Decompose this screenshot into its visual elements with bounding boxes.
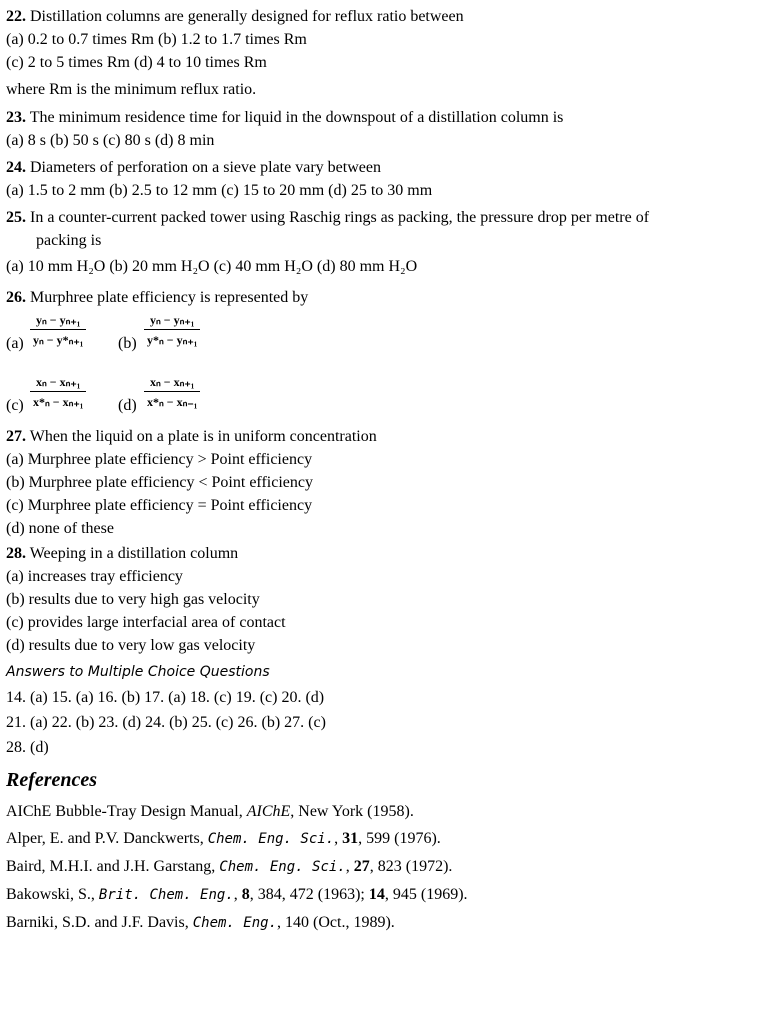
reference-volume: 27: [353, 858, 370, 875]
question-text: In a counter-current packed tower using Raschig rings as packing, the pressure drop per metre of: [26, 209, 650, 226]
q28-option-d: (d) results due to very low gas velocity: [6, 637, 256, 654]
question-text: Diameters of perforation on a sieve plate vary between: [26, 159, 381, 176]
reference-details: , New York (1958).: [290, 803, 414, 820]
q28-option-b: (b) results due to very high gas velocity: [6, 591, 260, 608]
reference-volume: 31: [342, 830, 359, 847]
option-a-fraction: [30, 313, 86, 347]
question-28: [6, 542, 764, 565]
q26-options-cd: [6, 373, 764, 421]
q26-options-ab: [6, 311, 764, 359]
reference-authors: Barniki, S.D. and J.F. Davis,: [6, 914, 193, 931]
fraction-numerator: yₙ − yₙ₊₁: [30, 313, 86, 330]
option-c-fraction: [30, 375, 86, 409]
question-text: The minimum residence time for liquid in the downspout of a distillation column is: [26, 109, 564, 126]
reference-separator: ,: [334, 830, 343, 847]
question-number: 22.: [6, 8, 26, 25]
option-b-fraction: [144, 313, 200, 347]
fraction-denominator: yₙ − y*ₙ₊₁: [33, 333, 84, 347]
option-a-label: (a): [6, 335, 24, 352]
q22-options-cd: (c) 2 to 5 times Rm (d) 4 to 10 times Rm: [6, 54, 267, 71]
q27-option-d: (d) none of these: [6, 520, 114, 537]
q24-options: (a) 1.5 to 2 mm (b) 2.5 to 12 mm (c) 15 to 20 mm (d) 25 to 30 mm: [6, 182, 433, 199]
reference-volume: 8: [241, 886, 250, 903]
question-25: [6, 206, 764, 229]
fraction-denominator: y*ₙ − yₙ₊₁: [147, 333, 198, 347]
option-c-label: (c): [6, 397, 24, 414]
reference-separator: ,: [233, 886, 242, 903]
q27-option-a: (a) Murphree plate efficiency > Point efficiency: [6, 451, 313, 468]
reference-volume: 14: [368, 886, 385, 903]
reference-item: [6, 825, 764, 853]
fraction-denominator: x*ₙ − xₙ₋₁: [147, 395, 198, 409]
question-number: 26.: [6, 289, 26, 306]
reference-details: , 945 (1969).: [384, 886, 468, 903]
reference-authors: Alper, E. and P.V. Danckwerts,: [6, 830, 208, 847]
fraction-denominator: x*ₙ − xₙ₊₁: [33, 395, 84, 409]
reference-authors: Baird, M.H.I. and J.H. Garstang,: [6, 858, 220, 875]
references-heading: References: [6, 769, 98, 791]
question-24: [6, 156, 764, 179]
fraction-numerator: xₙ − xₙ₊₁: [30, 375, 86, 392]
document-page: [6, 5, 764, 937]
option-b-label: (b): [118, 335, 137, 352]
reference-authors: AIChE Bubble-Tray Design Manual,: [6, 803, 247, 820]
answers-line-3: 28. (d): [6, 739, 49, 756]
reference-journal: AIChE: [246, 803, 291, 820]
question-26: [6, 286, 764, 309]
answers-line-2: 21. (a) 22. (b) 23. (d) 24. (b) 25. (c) 26. (b) 27. (c): [6, 714, 326, 731]
reference-details: , 823 (1972).: [369, 858, 453, 875]
q25-options: (a) 10 mm H₂O (b) 20 mm H₂O (c) 40 mm H₂O (d) 80 mm H₂O: [6, 258, 418, 275]
q23-options: (a) 8 s (b) 50 s (c) 80 s (d) 8 min: [6, 132, 215, 149]
reference-journal: Chem. Eng. Sci.: [207, 831, 335, 847]
reference-item: [6, 853, 764, 881]
q28-option-c: (c) provides large interfacial area of contact: [6, 614, 286, 631]
reference-journal: Chem. Eng. Sci.: [219, 859, 346, 875]
q22-note: where Rm is the minimum reflux ratio.: [6, 81, 257, 98]
question-number: 24.: [6, 159, 26, 176]
fraction-numerator: yₙ − yₙ₊₁: [144, 313, 200, 330]
question-text: When the liquid on a plate is in uniform concentration: [26, 428, 377, 445]
question-number: 25.: [6, 209, 26, 226]
question-text: Weeping in a distillation column: [26, 545, 239, 562]
reference-item: [6, 798, 764, 825]
option-d-fraction: [144, 375, 200, 409]
reference-item: [6, 881, 764, 909]
reference-item: [6, 909, 764, 937]
q22-options-ab: (a) 0.2 to 0.7 times Rm (b) 1.2 to 1.7 times Rm: [6, 31, 307, 48]
reference-details: , 599 (1976).: [358, 830, 441, 847]
question-number: 27.: [6, 428, 26, 445]
reference-journal: Brit. Chem. Eng.: [98, 887, 234, 903]
reference-details: , 140 (Oct., 1989).: [277, 914, 395, 931]
q28-option-a: (a) increases tray efficiency: [6, 568, 183, 585]
answers-line-1: 14. (a) 15. (a) 16. (b) 17. (a) 18. (c) 19. (c) 20. (d): [6, 689, 325, 706]
question-22: [6, 5, 764, 28]
q25-text-continued: packing is: [36, 232, 102, 249]
reference-journal: Chem. Eng.: [192, 915, 278, 931]
reference-details: , 384, 472 (1963);: [249, 886, 369, 903]
q27-option-b: (b) Murphree plate efficiency < Point efficiency: [6, 474, 313, 491]
reference-authors: Bakowski, S.,: [6, 886, 99, 903]
question-number: 28.: [6, 545, 26, 562]
question-27: [6, 425, 764, 448]
answers-heading: Answers to Multiple Choice Questions: [6, 664, 270, 680]
q27-option-c: (c) Murphree plate efficiency = Point efficiency: [6, 497, 313, 514]
question-text: Distillation columns are generally designed for reflux ratio between: [26, 8, 464, 25]
question-23: [6, 106, 764, 129]
option-d-label: (d): [118, 397, 137, 414]
fraction-numerator: xₙ − xₙ₊₁: [144, 375, 200, 392]
question-text: Murphree plate efficiency is represented by: [26, 289, 309, 306]
reference-separator: ,: [345, 858, 354, 875]
question-number: 23.: [6, 109, 26, 126]
